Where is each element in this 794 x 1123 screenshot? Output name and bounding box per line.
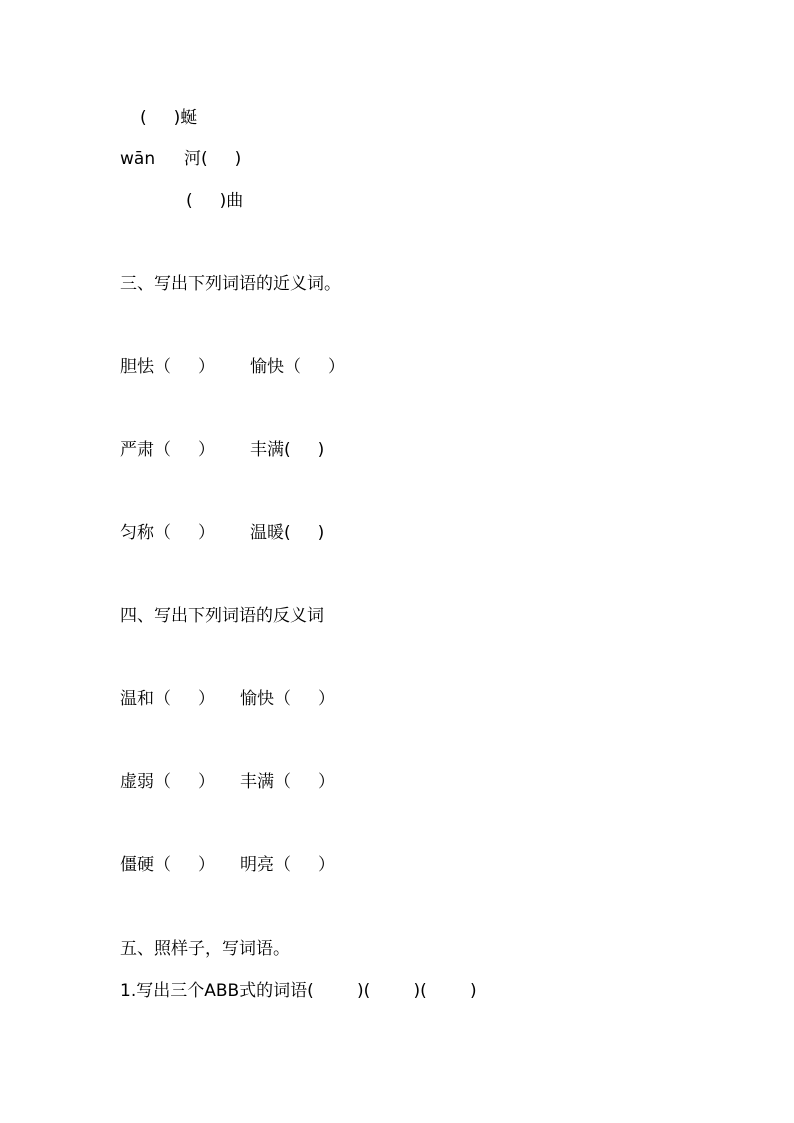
pinyin-label: wān [120,149,156,169]
antonym-item: 温和（ ） [120,689,216,709]
antonym-item: 愉快（ ） [240,689,336,709]
antonym-item: 丰满（ ） [240,772,336,792]
antonym-item: 明亮（ ） [240,855,336,875]
pinyin-row-3: ( )曲 [186,191,244,211]
antonym-item: 僵硬（ ） [120,855,216,875]
synonym-item: 胆怯（ ） [120,357,216,377]
synonym-item: 温暖( ) [250,523,325,543]
synonym-item: 丰满( ) [250,440,325,460]
antonym-item: 虚弱（ ） [120,772,216,792]
synonym-item: 愉快（ ） [250,357,346,377]
synonym-item: 匀称（ ） [120,523,216,543]
pinyin-row-2: 河( ) [184,149,242,169]
section-5-heading: 五、照样子，写词语。 [120,939,290,959]
section-3-heading: 三、写出下列词语的近义词。 [120,274,341,294]
synonym-item: 严肃（ ） [120,440,216,460]
section-5-item-1: 1.写出三个ABB式的词语( )( )( ) [120,981,477,1001]
section-4-heading: 四、写出下列词语的反义词 [120,606,324,626]
pinyin-row-1: ( )蜒 [140,108,198,128]
